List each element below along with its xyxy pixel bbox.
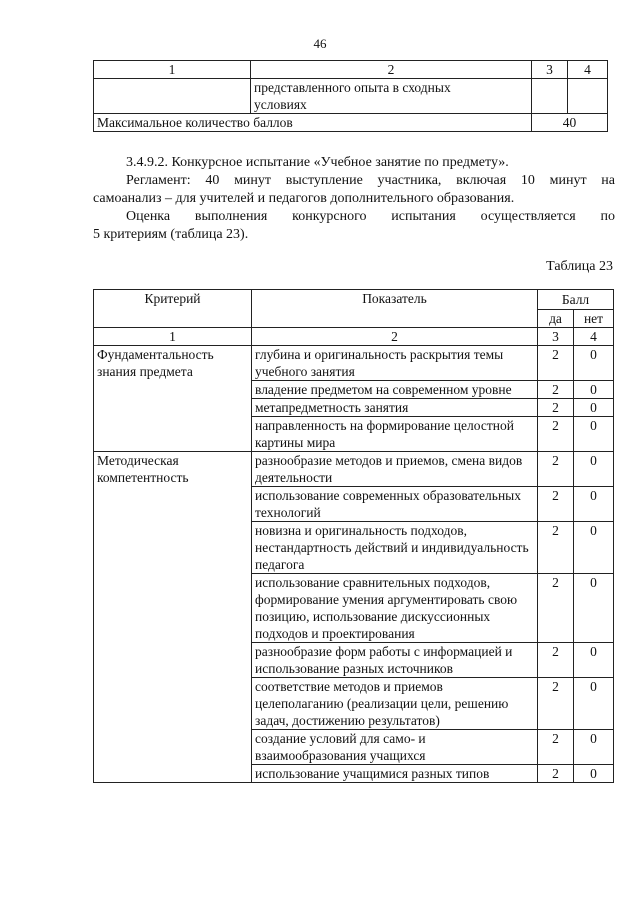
header-no: нет — [574, 310, 614, 328]
criterion-cell: Методическая компетентность — [94, 452, 252, 783]
score-yes-cell: 2 — [538, 574, 574, 643]
table-label: Таблица 23 — [546, 259, 613, 274]
score-no-cell: 0 — [574, 643, 614, 678]
indicator-cell: создание условий для само- и взаимообразования учащихся — [252, 730, 538, 765]
indicator-cell: метапредметность занятия — [252, 399, 538, 417]
indicator-cell: соответствие методов и приемов целеполаганию (реализации цели, решению задач, достижению результатов) — [252, 678, 538, 730]
col-number: 3 — [532, 61, 568, 79]
max-score-label: Максимальное количество баллов — [94, 114, 532, 132]
score-yes-cell: 2 — [538, 487, 574, 522]
score-yes-cell: 2 — [538, 399, 574, 417]
table-row — [94, 114, 608, 132]
col-number: 4 — [574, 328, 614, 346]
paragraph-line: 5 критериям (таблица 23). — [93, 227, 249, 242]
indicator-cell: использование сравнительных подходов, формирование умения аргументировать свою позицию, использование дискуссионных подходов и проектирования — [252, 574, 538, 643]
paragraph-line: Регламент: 40 минут выступление участника, включая 10 минут на — [126, 173, 615, 188]
score-yes-cell: 2 — [538, 381, 574, 399]
score-yes-cell: 2 — [538, 417, 574, 452]
score-no-cell: 0 — [574, 730, 614, 765]
header-indicator: Показатель — [252, 290, 538, 328]
continuation-table — [93, 60, 608, 132]
indicator-cell: использование современных образовательных технологий — [252, 487, 538, 522]
indicator-cell: использование учащимися разных типов — [252, 765, 538, 783]
score-no-cell: 0 — [574, 678, 614, 730]
col-number: 2 — [252, 328, 538, 346]
score-yes-cell: 2 — [538, 452, 574, 487]
score-no-cell: 0 — [574, 765, 614, 783]
page-number: 46 — [313, 36, 327, 51]
score-no-cell: 0 — [574, 574, 614, 643]
score-yes-cell: 2 — [538, 678, 574, 730]
table-row — [94, 61, 608, 79]
header-score: Балл — [538, 290, 614, 310]
score-no-cell: 0 — [574, 522, 614, 574]
col-number: 1 — [94, 61, 251, 79]
paragraph-line: самоанализ – для учителей и педагогов дополнительного образования. — [93, 191, 515, 206]
col-number: 2 — [251, 61, 532, 79]
score-yes-cell: 2 — [538, 730, 574, 765]
indicator-cell: разнообразие форм работы с информацией и использование разных источников — [252, 643, 538, 678]
indicator-cell: представленного опыта в сходных условиях — [251, 79, 532, 114]
table-row — [94, 452, 614, 487]
score-yes-cell: 2 — [538, 643, 574, 678]
indicator-cell: новизна и оригинальность подходов, нестандартность действий и индивидуальность педагога — [252, 522, 538, 574]
col-number: 4 — [568, 61, 608, 79]
score-no-cell: 0 — [574, 346, 614, 381]
indicator-cell: разнообразие методов и приемов, смена видов деятельности — [252, 452, 538, 487]
score-no-cell: 0 — [574, 381, 614, 399]
score-no-cell: 0 — [574, 452, 614, 487]
header-criterion: Критерий — [94, 290, 252, 328]
score-no-cell: 0 — [574, 399, 614, 417]
score-no-cell: 0 — [574, 487, 614, 522]
indicator-cell: владение предметом на современном уровне — [252, 381, 538, 399]
score-yes-cell: 2 — [538, 765, 574, 783]
max-score-value: 40 — [532, 114, 608, 132]
indicator-cell: направленность на формирование целостной картины мира — [252, 417, 538, 452]
col-number: 1 — [94, 328, 252, 346]
col-number: 3 — [538, 328, 574, 346]
criteria-table — [93, 289, 614, 783]
score-no-cell: 0 — [574, 417, 614, 452]
header-yes: да — [538, 310, 574, 328]
indicator-cell: глубина и оригинальность раскрытия темы учебного занятия — [252, 346, 538, 381]
table-row — [94, 79, 608, 114]
score-yes-cell: 2 — [538, 346, 574, 381]
score-yes-cell: 2 — [538, 522, 574, 574]
table-row — [94, 328, 614, 346]
table-row — [94, 346, 614, 381]
section-heading: 3.4.9.2. Конкурсное испытание «Учебное занятие по предмету». — [126, 155, 509, 170]
paragraph-line: Оценка выполнения конкурсного испытания осуществляется по — [126, 209, 615, 224]
criterion-cell: Фундаментальность знания предмета — [94, 346, 252, 452]
table-header-row — [94, 290, 614, 310]
